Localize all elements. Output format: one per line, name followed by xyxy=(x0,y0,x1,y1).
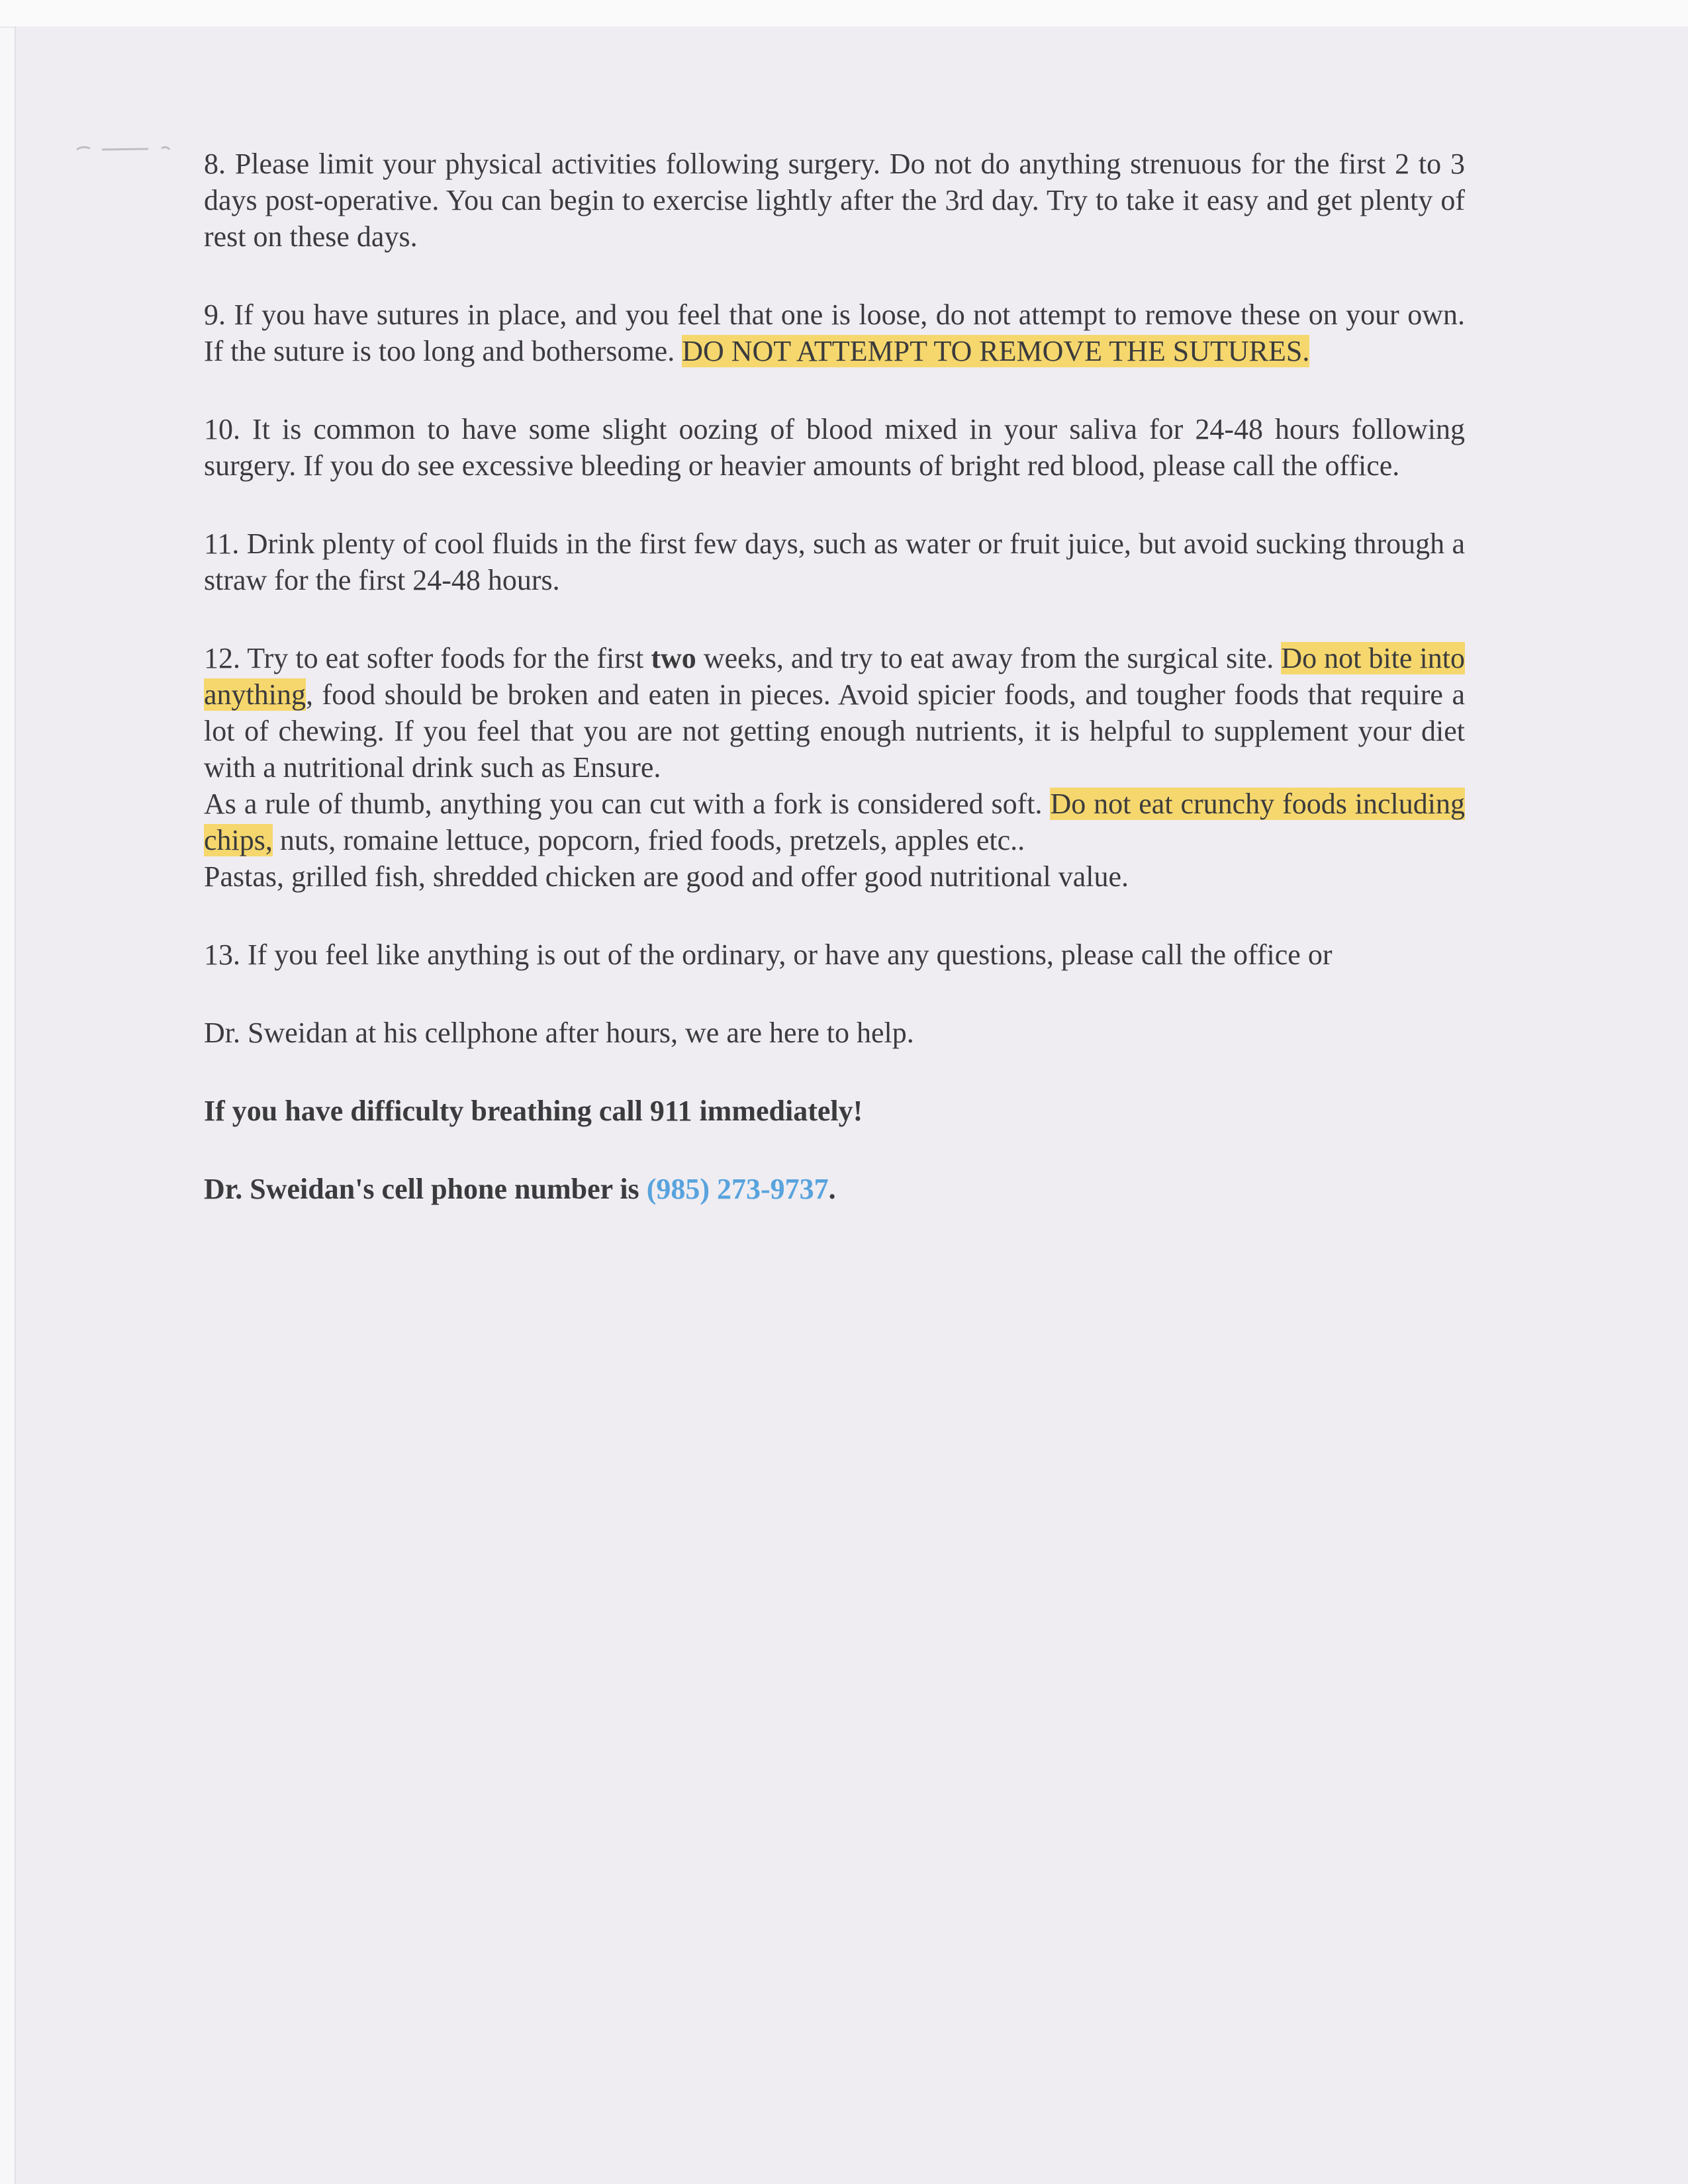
instruction-13-text-a: 13. If you feel like anything is out of the ordinary, or have any questions, please call the office or xyxy=(204,938,1333,971)
instruction-10-text: 10. It is common to have some slight oozing of blood mixed in your saliva for 24-48 hours following surgery. If you do see excessive bleeding or heavier amounts of bright red blood, please call the office. xyxy=(204,413,1465,482)
instruction-12-bold: two xyxy=(651,642,696,674)
instruction-13 xyxy=(204,936,1465,973)
instruction-12-rule-b: nuts, romaine lettuce, popcorn, fried foods, pretzels, apples etc.. xyxy=(272,824,1025,856)
instructions-content xyxy=(204,146,1465,1249)
instruction-12-rule xyxy=(204,786,1465,858)
instruction-9 xyxy=(204,296,1465,369)
instruction-12-main xyxy=(204,640,1465,786)
instruction-11 xyxy=(204,525,1465,598)
instruction-12 xyxy=(204,640,1465,895)
instruction-8-text: 8. Please limit your physical activities following surgery. Do not do anything strenuous for the first 2 to 3 days post-operative. You can begin to exercise lightly after the 3rd day. Try to take it easy and get plenty of rest on these days. xyxy=(204,148,1465,253)
phone-number-link[interactable]: (985) 273-9737 xyxy=(646,1173,829,1205)
phone-period: . xyxy=(828,1173,836,1205)
scan-smudge-mark xyxy=(75,144,175,154)
instruction-12-pastas xyxy=(204,858,1465,895)
instruction-9-highlight: DO NOT ATTEMPT TO REMOVE THE SUTURES. xyxy=(682,335,1310,367)
instruction-8 xyxy=(204,146,1465,255)
phone-line xyxy=(204,1171,1465,1207)
instruction-12-text-a: 12. Try to eat softer foods for the first xyxy=(204,642,651,674)
instruction-12-pastas-text: Pastas, grilled fish, shredded chicken are good and offer good nutritional value. xyxy=(204,860,1129,893)
instruction-12-text-b: weeks, and try to eat away from the surgical site. xyxy=(696,642,1282,674)
instruction-13-text-b: Dr. Sweidan at his cellphone after hours, we are here to help. xyxy=(204,1017,914,1049)
breathing-warning: If you have difficulty breathing call 911 immediately! xyxy=(204,1095,863,1127)
instruction-12-highlight-crunchy: Do not eat crunchy foods including chips, xyxy=(204,788,1465,856)
phone-label: Dr. Sweidan's cell phone number is xyxy=(204,1173,647,1205)
scan-top-edge xyxy=(0,0,1688,28)
instruction-10 xyxy=(204,411,1465,484)
instruction-12-rule-a: As a rule of thumb, anything you can cut with a fork is considered soft. xyxy=(204,788,1051,820)
instruction-9-text: 9. If you have sutures in place, and you feel that one is loose, do not attempt to remove these on your own. If the suture is too long and bothersome. xyxy=(204,298,1465,367)
instruction-12-text-c: , food should be broken and eaten in pieces. Avoid spicier foods, and tougher foods that require a lot of chewing. If you feel that you are not getting enough nutrients, it is helpful to supplement your diet with a nutritional drink such as Ensure. xyxy=(204,678,1465,784)
instruction-12-highlight-bite: Do not bite into anything xyxy=(204,642,1465,711)
instruction-13-continued xyxy=(204,1015,1465,1051)
instruction-11-text: 11. Drink plenty of cool fluids in the first few days, such as water or fruit juice, but avoid sucking through a straw for the first 24-48 hours. xyxy=(204,527,1465,596)
